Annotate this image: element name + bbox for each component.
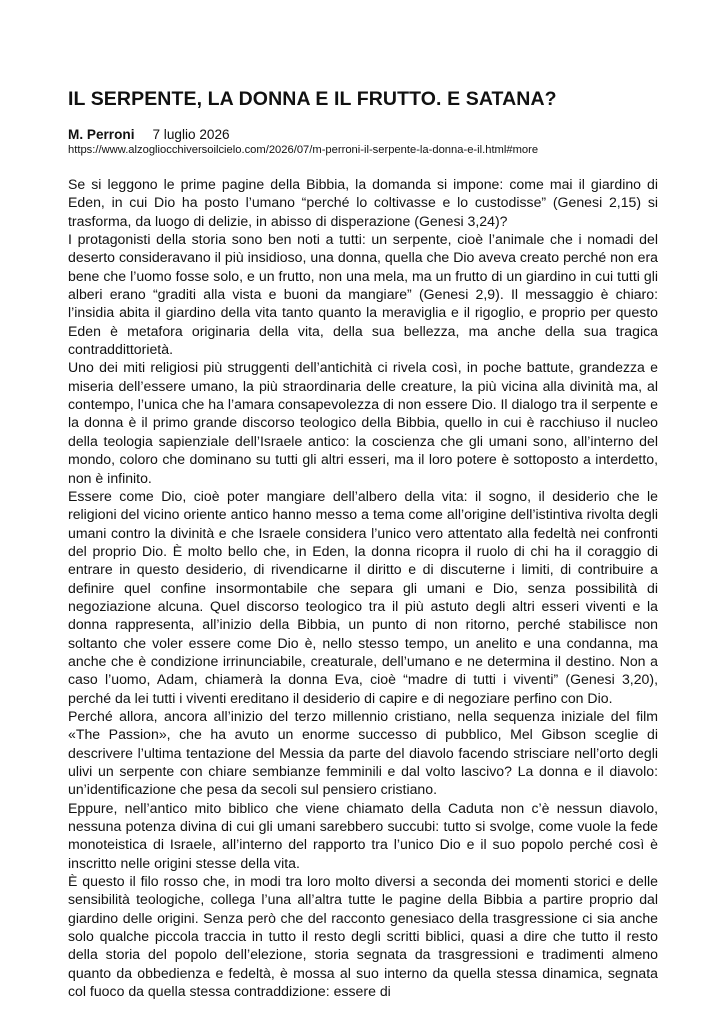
paragraph-5: Perché allora, ancora all’inizio del terzo millennio cristiano, nella sequenza iniziale del film «The Passion», che ha avuto un enorme successo di pubblico, Mel Gibson sceglie di descrivere l’ultima tentazione del Messia da parte del diavolo facendo strisciare nell’orto degli ulivi un serpente con chiare sembianze femminili e dal volto lascivo? La donna e il diavolo: un’identificazione che pesa da secoli sul pensiero cristiano. — [68, 707, 658, 798]
source-url: https://www.alzogliocchiversoilcielo.com/2026/07/m-perroni-il-serpente-la-donna-e-il.html#more — [68, 144, 539, 156]
publication-date: 7 luglio 2026 — [152, 127, 230, 142]
article-meta — [68, 126, 230, 143]
paragraph-4: Essere come Dio, cioè poter mangiare dell’albero della vita: il sogno, il desiderio che le religioni del vicino oriente antico hanno messo a tema come all’origine dell’istintiva rivolta degli umani contro la divinità e che Israele considera l’unico vero attentato alla fedeltà nei confronti del proprio Dio. È molto bello che, in Eden, la donna ricopra il ruolo di chi ha il coraggio di entrare in questo desiderio, di rivendicarne il diritto e di discuterne i limiti, di contribuire a definire quel confine insormontabile che separa gli umani e Dio, senza possibilità di negoziazione alcuna. Quel discorso teologico tra il più astuto degli altri esseri viventi e la donna rappresenta, all’inizio della Bibbia, un punto di non ritorno, perché stabilisce non soltanto che voler essere come Dio è, nello stesso tempo, un anelito e una condanna, ma anche che è condizione irrinunciabile, creaturale, dell’umano e ne determina il destino. Non a caso l’uomo, Adam, chiamerà la donna Eva, cioè “madre di tutti i viventi” (Genesi 3,20), perché da lei tutti i viventi ereditano il desiderio di capire e di negoziare perfino con Dio. — [68, 487, 658, 706]
paragraph-2: I protagonisti della storia sono ben noti a tutti: un serpente, cioè l’animale che i nomadi del deserto consideravano il più insidioso, una donna, quella che Dio aveva creato perché non era bene che l’uomo fosse solo, e un frutto, non una mela, ma un frutto di un giardino in cui tutti gli alberi erano “graditi alla vista e buoni da mangiare” (Genesi 2,9). Il messaggio è chiaro: l’insidia abita il giardino della vita tanto quanto la meraviglia e il rigoglio, e proprio per questo Eden è metafora originaria della vita, della sua bellezza, ma anche della sua tragica contraddittorietà. — [68, 231, 658, 358]
author-name: M. Perroni — [68, 127, 135, 142]
paragraph-6: Eppure, nell’antico mito biblico che viene chiamato della Caduta non c’è nessun diavolo, nessuna potenza divina di cui gli umani sarebbero succubi: tutto si svolge, come vuole la fede monoteistica di Israele, all’interno del rapporto tra l’unico Dio e il suo popolo perché così è inscritto nelle origini stesse della vita. — [68, 799, 658, 871]
paragraph-3: Uno dei miti religiosi più struggenti dell’antichità ci rivela così, in poche battute, grandezza e miseria dell’essere umano, la più straordinaria delle creature, la più vicina alla divinità ma, al contempo, l’unica che ha l’amara consapevolezza di non essere Dio. Il dialogo tra il serpente e la donna è il primo grande discorso teologico della Bibbia, quello in cui è racchiuso il nucleo della teologia sapienziale dell’Israele antico: la coscienza che gli umani sono, all’interno del mondo, coloro che dominano su tutti gli altri esseri, ma il loro potere è sottoposto a interdetto, non è infinito. — [68, 359, 658, 486]
paragraph-7: È questo il filo rosso che, in modi tra loro molto diversi a seconda dei momenti storici e delle sensibilità teologiche, collega l’una all’altra tutte le pagine della Bibbia a partire proprio dal giardino delle origini. Senza però che del racconto genesiaco della trasgressione ci sia anche solo qualche piccola traccia in tutto il resto degli scritti biblici, quasi a dire che tutto il resto della storia del popolo dell’elezione, storia segnata da trasgressioni e tradimenti almeno quanto da obbedienza e fedeltà, è mossa al suo interno da quella stessa dinamica, segnata col fuoco da quella stessa contraddizione: essere di — [68, 873, 658, 1000]
article-body — [68, 175, 658, 1000]
paragraph-1: Se si leggono le prime pagine della Bibbia, la domanda si impone: come mai il giardino di Eden, in cui Dio ha posto l’umano “perché lo coltivasse e lo custodisse” (Genesi 2,15) si trasforma, da luogo di delizie, in abisso di disperazione (Genesi 3,24)? — [68, 176, 658, 229]
article-title: IL SERPENTE, LA DONNA E IL FRUTTO. E SATANA? — [68, 88, 557, 110]
